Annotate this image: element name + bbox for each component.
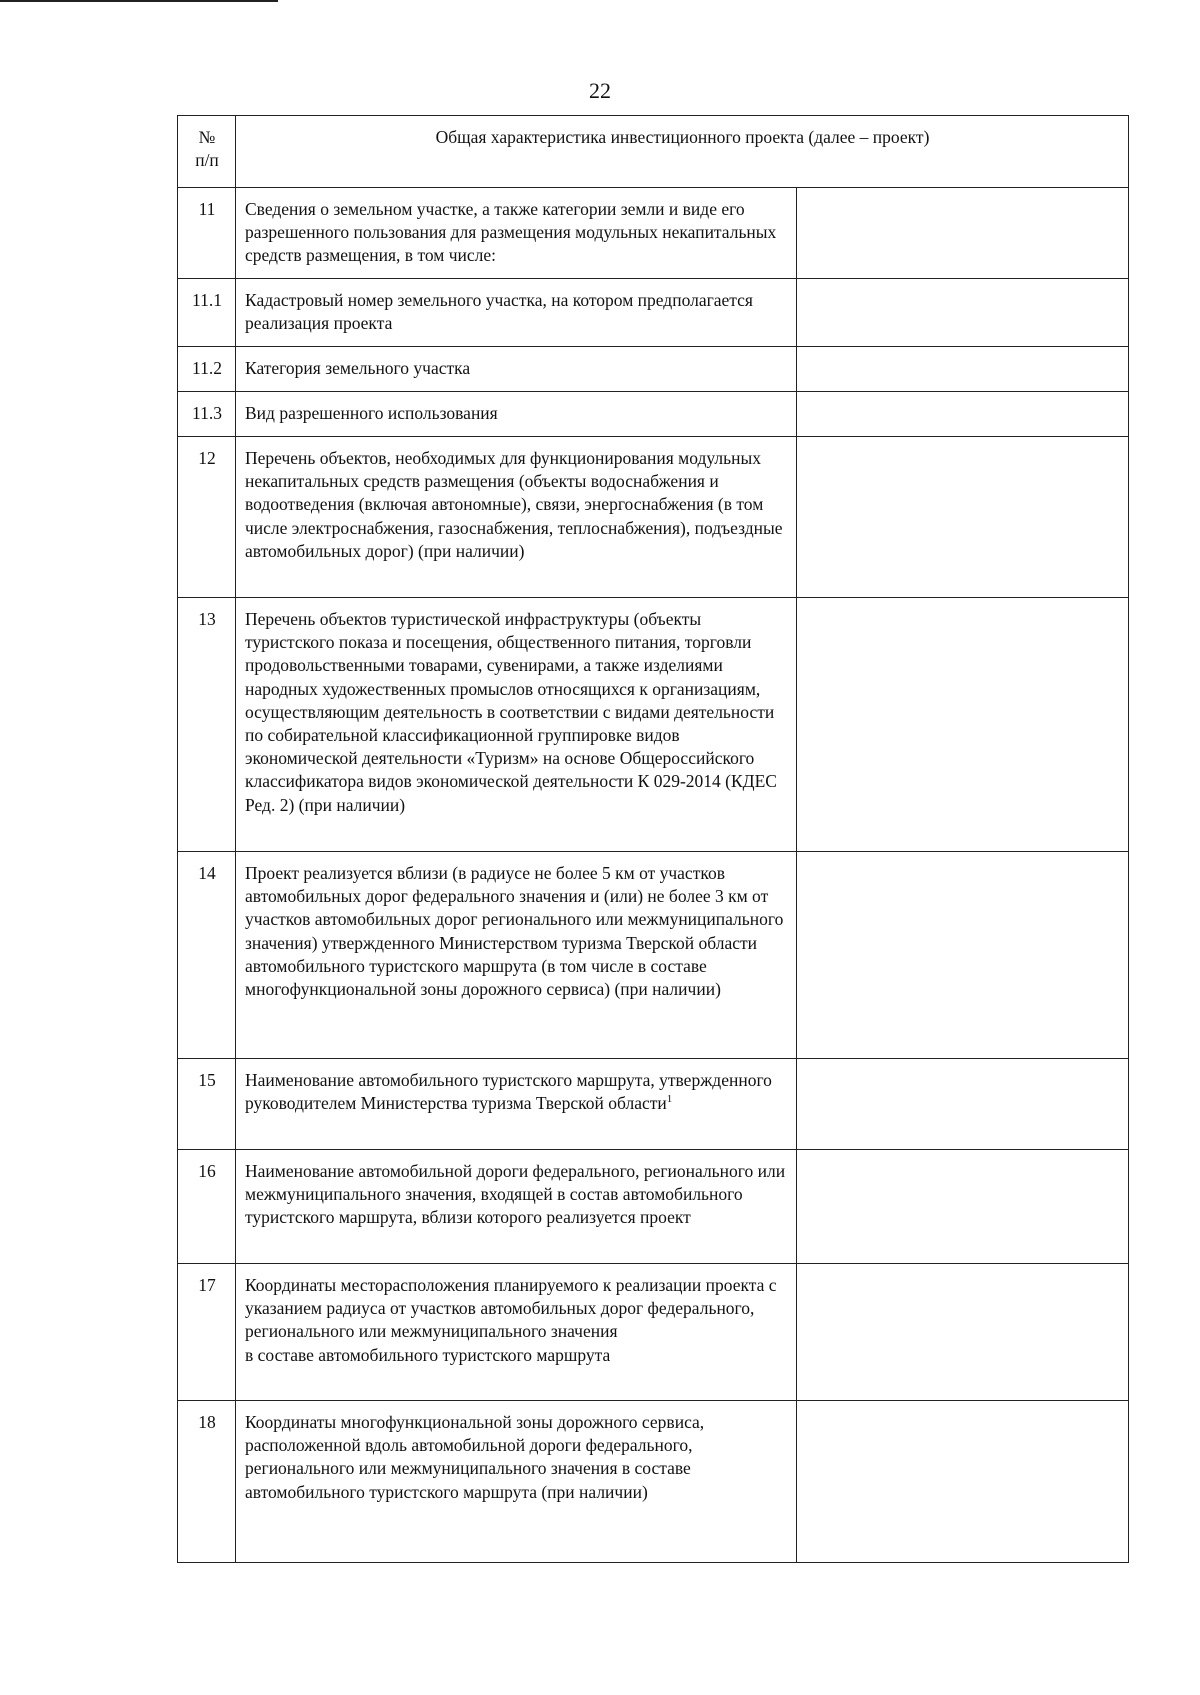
row-text (236, 1059, 797, 1150)
row-value[interactable] (797, 347, 1129, 392)
row-number: 14 (178, 852, 236, 1059)
table-row (178, 279, 1129, 347)
row-text: Проект реализуется вблизи (в радиусе не более 5 км от участков автомобильных дорог федерального значения и (или) не более 3 км от участков автомобильных дорог регионального или межмуниципального значения) утвержденного Министерством туризма Тверской области автомобильного туристского маршрута (в том числе в составе многофункциональной зоны дорожного сервиса) (при наличии) (236, 852, 797, 1059)
row-value[interactable] (797, 437, 1129, 598)
table-row (178, 1401, 1129, 1563)
row-number: 18 (178, 1401, 236, 1563)
row-value[interactable] (797, 1401, 1129, 1563)
row-number: 13 (178, 598, 236, 852)
table-row (178, 1264, 1129, 1401)
row-text: Перечень объектов туристической инфраструктуры (объекты туристского показа и посещения, общественного питания, торговли продовольственными товарами, сувенирами, а также изделиями народных художественных промыслов относящихся к организациям, осуществляющим деятельность в соответствии с видами деятельности по собирательной классификационной группировке видов экономической деятельности «Туризм» на основе Общероссийского классификатора видов экономической деятельности К 029-2014 (КДЕС Ред. 2) (при наличии) (236, 598, 797, 852)
row-value[interactable] (797, 392, 1129, 437)
table-header-row (178, 116, 1129, 188)
row-value[interactable] (797, 852, 1129, 1059)
table-row (178, 188, 1129, 279)
row-text-main: Координаты месторасположения планируемого к реализации проекта с указанием радиуса от участков автомобильных дорог федерального, регионального или межмуниципального значения (245, 1275, 777, 1342)
header-title: Общая характеристика инвестиционного проекта (далее – проект) (435, 127, 930, 147)
row-number: 12 (178, 437, 236, 598)
header-number-label: № п/п (195, 127, 219, 171)
row-text: Категория земельного участка (236, 347, 797, 392)
row-number: 16 (178, 1150, 236, 1264)
row-number: 17 (178, 1264, 236, 1401)
footnote-marker: 1 (666, 1093, 673, 1106)
table-row (178, 1059, 1129, 1150)
table-row (178, 1150, 1129, 1264)
table-row (178, 392, 1129, 437)
header-title-cell (236, 116, 1129, 188)
page-number: 22 (589, 78, 611, 103)
table-row (178, 598, 1129, 852)
investment-project-table (177, 115, 1129, 1563)
row-value[interactable] (797, 279, 1129, 347)
row-text: Вид разрешенного использования (236, 392, 797, 437)
row-text-main: Наименование автомобильного туристского маршрута, утвержденного руководителем Министерства туризма Тверской области (245, 1070, 772, 1114)
row-text: Перечень объектов, необходимых для функционирования модульных некапитальных средств размещения (объекты водоснабжения и водоотведения (включая автономные), связи, энергоснабжения (в том числе электроснабжения, газоснабжения, теплоснабжения), подъездные автомобильных дорог) (при наличии) (236, 437, 797, 598)
table-row (178, 852, 1129, 1059)
row-text: Наименование автомобильной дороги федерального, регионального или межмуниципального значения, входящей в состав автомобильного туристского маршрута, вблизи которого реализуется проект (236, 1150, 797, 1264)
row-value[interactable] (797, 1059, 1129, 1150)
row-text (236, 1264, 797, 1401)
row-value[interactable] (797, 188, 1129, 279)
row-number: 11.3 (178, 392, 236, 437)
row-value[interactable] (797, 598, 1129, 852)
table-row (178, 437, 1129, 598)
header-number-cell (178, 116, 236, 188)
row-value[interactable] (797, 1150, 1129, 1264)
row-number: 15 (178, 1059, 236, 1150)
row-text: Сведения о земельном участке, а также категории земли и виде его разрешенного пользования для размещения модульных некапитальных средств размещения, в том числе: (236, 188, 797, 279)
row-number: 11.1 (178, 279, 236, 347)
row-number: 11 (178, 188, 236, 279)
row-text: Кадастровый номер земельного участка, на котором предполагается реализация проекта (236, 279, 797, 347)
row-text: Координаты многофункциональной зоны дорожного сервиса, расположенной вдоль автомобильной дороги федерального, регионального или межмуниципального значения в составе автомобильного туристского маршрута (при наличии) (236, 1401, 797, 1563)
row-text-extra: в составе автомобильного туристского маршрута (245, 1344, 611, 1365)
scan-edge-line (0, 0, 278, 2)
row-number: 11.2 (178, 347, 236, 392)
table-row (178, 347, 1129, 392)
row-value[interactable] (797, 1264, 1129, 1401)
